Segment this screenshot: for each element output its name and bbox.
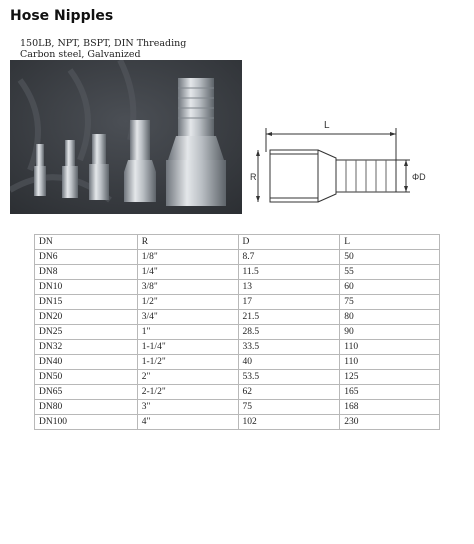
table-row [35, 340, 440, 355]
hose-nipples-photo [10, 60, 242, 214]
product-photo [10, 60, 242, 214]
cell-dn: DN40 [35, 355, 138, 370]
cell-r: 1/8" [137, 250, 238, 265]
cell-l: 110 [340, 340, 440, 355]
dimension-drawing [246, 110, 470, 220]
header-d: D [238, 235, 340, 250]
cell-dn: DN15 [35, 295, 138, 310]
cell-d: 40 [238, 355, 340, 370]
page-title: Hose Nipples [10, 8, 114, 24]
cell-l: 60 [340, 280, 440, 295]
cell-d: 28.5 [238, 325, 340, 340]
table-row [35, 265, 440, 280]
nipple-medium [89, 134, 109, 200]
cell-dn: DN80 [35, 400, 138, 415]
cell-l: 168 [340, 400, 440, 415]
cell-d: 75 [238, 400, 340, 415]
cell-dn: DN32 [35, 340, 138, 355]
material-line: Carbon steel, Galvanized [20, 49, 141, 60]
cell-l: 110 [340, 355, 440, 370]
table-body [35, 250, 440, 430]
cell-r: 1-1/2" [137, 355, 238, 370]
cell-dn: DN8 [35, 265, 138, 280]
threading-line: 150LB, NPT, BSPT, DIN Threading [20, 38, 187, 49]
header-l: L [340, 235, 440, 250]
cell-d: 13 [238, 280, 340, 295]
cell-d: 53.5 [238, 370, 340, 385]
cell-d: 8.7 [238, 250, 340, 265]
diameter-label: ΦD [412, 172, 426, 182]
cell-d: 17 [238, 295, 340, 310]
table-row [35, 415, 440, 430]
cell-l: 165 [340, 385, 440, 400]
table-row [35, 355, 440, 370]
cell-dn: DN100 [35, 415, 138, 430]
table-row [35, 385, 440, 400]
cell-dn: DN6 [35, 250, 138, 265]
specification-table [34, 234, 440, 430]
cell-l: 75 [340, 295, 440, 310]
thread-label: R [250, 172, 257, 182]
product-description [20, 38, 186, 60]
cell-r: 1/2" [137, 295, 238, 310]
cell-dn: DN50 [35, 370, 138, 385]
table-row [35, 250, 440, 265]
length-label: L [324, 120, 330, 131]
cell-r: 3" [137, 400, 238, 415]
table-row [35, 370, 440, 385]
table-row [35, 325, 440, 340]
cell-dn: DN25 [35, 325, 138, 340]
table-row [35, 400, 440, 415]
cell-l: 80 [340, 310, 440, 325]
cell-r: 4" [137, 415, 238, 430]
table-row [35, 280, 440, 295]
cell-r: 3/8" [137, 280, 238, 295]
cell-l: 230 [340, 415, 440, 430]
cell-dn: DN20 [35, 310, 138, 325]
table-row [35, 295, 440, 310]
table-header-row [35, 235, 440, 250]
cell-l: 55 [340, 265, 440, 280]
cell-d: 33.5 [238, 340, 340, 355]
cell-l: 90 [340, 325, 440, 340]
header-dn: DN [35, 235, 138, 250]
cell-l: 125 [340, 370, 440, 385]
cell-r: 1/4" [137, 265, 238, 280]
cell-dn: DN10 [35, 280, 138, 295]
cell-r: 2" [137, 370, 238, 385]
technical-drawing [246, 110, 470, 220]
header-r: R [137, 235, 238, 250]
table-row [35, 310, 440, 325]
cell-d: 21.5 [238, 310, 340, 325]
cell-d: 62 [238, 385, 340, 400]
cell-r: 3/4" [137, 310, 238, 325]
cell-r: 1" [137, 325, 238, 340]
cell-r: 1-1/4" [137, 340, 238, 355]
cell-d: 11.5 [238, 265, 340, 280]
cell-d: 102 [238, 415, 340, 430]
cell-l: 50 [340, 250, 440, 265]
cell-r: 2-1/2" [137, 385, 238, 400]
cell-dn: DN65 [35, 385, 138, 400]
